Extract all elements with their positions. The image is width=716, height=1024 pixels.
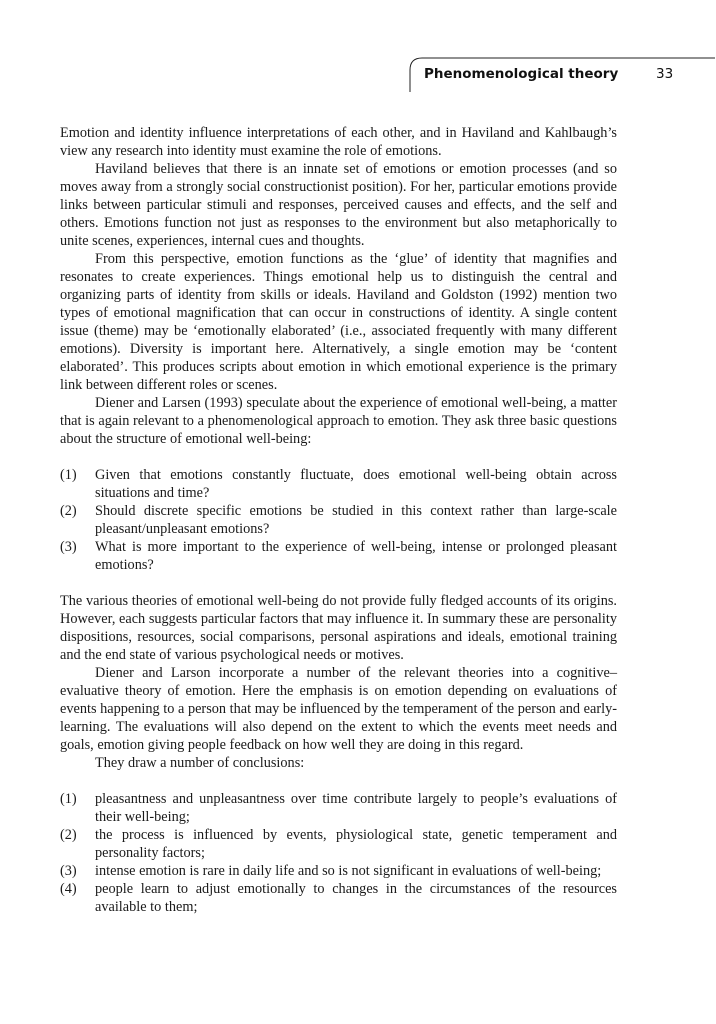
list-item-text: the process is influenced by events, physiological state, genetic temperament and personality factors; [95,827,617,861]
list-item-text: pleasantness and unpleasantness over time contribute largely to people’s evaluations of their well-being; [95,791,617,825]
list-item-text: Given that emotions constantly fluctuate, does emotional well-being obtain across situations and time? [95,467,617,501]
body-text [60,124,617,916]
paragraph: Diener and Larson incorporate a number of the relevant theories into a cognitive–evaluative theory of emotion. Here the emphasis is on emotion depending on evaluations of events happening to a person that may be influenced by the temperament of the person and early-learning. The evaluations will also depend on the extent to which the events meet needs and goals, emotion giving people feedback on how well they are doing in this regard. [60,665,617,753]
paragraph: The various theories of emotional well-being do not provide fully fledged accounts of its origins. However, each suggests particular factors that may influence it. In summary these are personality dispositions, resources, social comparisons, personal aspirations and ideals, emotional training and the end state of various psychological needs or motives. [60,593,617,663]
list-item [60,880,617,916]
questions-list [60,466,617,574]
list-item [60,826,617,862]
paragraph: Emotion and identity influence interpretations of each other, and in Haviland and Kahlbaugh’s view any research into identity must examine the role of emotions. [60,125,617,159]
list-item-text: people learn to adjust emotionally to changes in the circumstances of the resources available to them; [95,881,617,915]
list-item [60,538,617,574]
list-number: (3) [60,863,77,879]
conclusions-list [60,790,617,916]
list-item [60,790,617,826]
list-number: (4) [60,881,77,897]
list-item [60,862,617,880]
running-header [408,57,716,93]
paragraph: They draw a number of conclusions: [95,755,305,771]
paragraph: From this perspective, emotion functions as the ‘glue’ of identity that magnifies and resonates to create experiences. Things emotional help us to distinguish the central and organizing parts of identity from skills or ideals. Haviland and Goldston (1992) mention two types of emotional magnification that can occur in constructions of identity. A single content issue (theme) may be ‘emotionally elaborated’ (i.e., associated frequently with many different emotions). Diversity is important here. Alternatively, a single emotion may be ‘content elaborated’. This produces scripts about emotion in which emotional experience is the primary link between different roles or scenes. [60,251,617,393]
paragraph: Haviland believes that there is an innate set of emotions or emotion processes (and so moves away from a strongly social constructionist position). For her, particular emotions provide links between particular stimuli and responses, perceived causes and effects, and the self and others. Emotions function not just as responses to the environment but also metaphorically to unite scenes, experiences, internal cues and thoughts. [60,161,617,249]
paragraph: Diener and Larsen (1993) speculate about the experience of emotional well-being, a matter that is again relevant to a phenomenological approach to emotion. They ask three basic questions about the structure of emotional well-being: [60,395,617,447]
list-number: (1) [60,467,77,483]
list-number: (3) [60,539,77,555]
list-item [60,466,617,502]
list-number: (1) [60,791,77,807]
list-item-text: intense emotion is rare in daily life and so is not significant in evaluations of well-being; [95,863,602,879]
list-item-text: What is more important to the experience of well-being, intense or prolonged pleasant emotions? [95,539,617,573]
list-item [60,502,617,538]
list-item-text: Should discrete specific emotions be studied in this context rather than large-scale pleasant/unpleasant emotions? [95,503,617,537]
list-number: (2) [60,503,77,519]
list-number: (2) [60,827,77,843]
page-number: 33 [656,66,674,82]
running-title: Phenomenological theory [424,66,619,82]
